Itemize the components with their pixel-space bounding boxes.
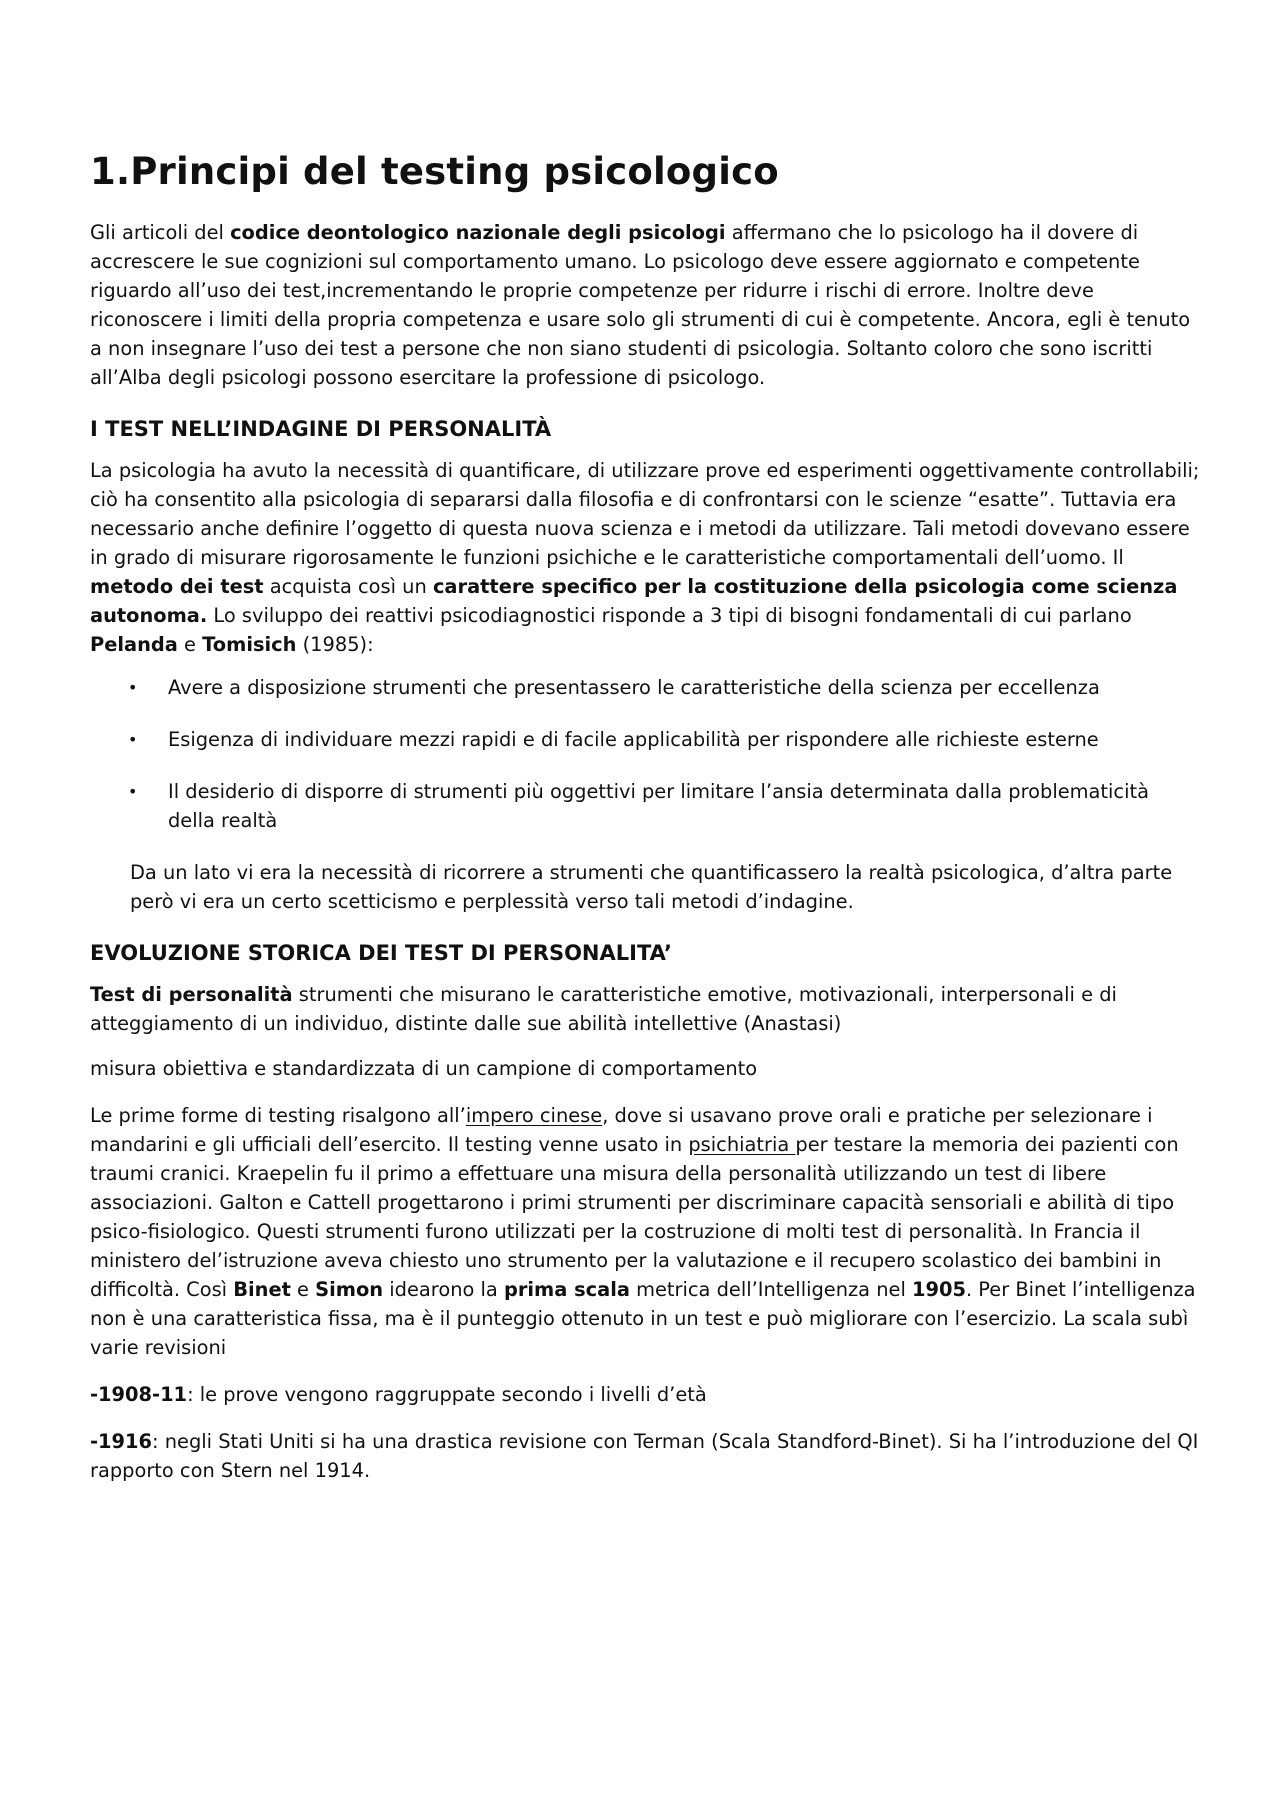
hist-text-3: per testare la memoria dei pazienti con traumi cranici. Kraepelin fu il primo a effettuare una misura della personalità utilizzando un test di libere associazioni. Galton e Cattell progettarono i primi strumenti per discriminare capacità sensoriali e abilità di tipo psico-fisiologico. Questi strumenti furono utilizzati per la costruzione di molti test di personalità. In Francia il ministero del’istruzione aveva chiesto uno strumento per la valutazione e il recupero scolastico dei bambini in difficoltà. Così: [90, 1133, 1179, 1301]
revision-1908-paragraph: [90, 1380, 1200, 1409]
rev2-bold-year: -1916: [90, 1430, 153, 1453]
hist-text-5: idearono la: [383, 1278, 504, 1301]
bullet-text: Avere a disposizione strumenti che presentassero le caratteristiche della scienza per eccellenza: [168, 676, 1100, 699]
bullet-text: Il desiderio di disporre di strumenti più oggettivi per limitare l’ansia determinata dalla problematicità della realtà: [168, 780, 1149, 832]
hist-bold-simon: Simon: [315, 1278, 384, 1301]
measure-paragraph: misura obiettiva e standardizzata di un campione di comportamento: [90, 1057, 758, 1080]
hist-bold-prima-scala: prima scala: [503, 1278, 630, 1301]
s1-text-2: acquista così un: [263, 575, 433, 598]
bullet-text: Esigenza di individuare mezzi rapidi e di facile applicabilità per rispondere alle richieste esterne: [168, 728, 1099, 751]
page-title: 1.Principi del testing psicologico: [90, 150, 779, 193]
definition-paragraph: [90, 980, 1200, 1038]
rev2-text: : negli Stati Uniti si ha una drastica revisione con Terman (Scala Standford-Binet). Si ha l’introduzione del QI rapporto con Stern nel 1914.: [90, 1430, 1199, 1482]
needs-bullet-list: [90, 673, 1200, 835]
intro-paragraph: [90, 218, 1200, 392]
intro-text-1: Gli articoli del: [90, 221, 231, 244]
rev1-bold-year: -1908-11: [90, 1383, 188, 1406]
section1-paragraph: [90, 456, 1200, 659]
intro-text-2: affermano che lo psicologo ha il dovere di accrescere le sue cognizioni sul comportamento umano. Lo psicologo deve essere aggiornato e competente riguardo all’uso dei test,incrementando le proprie competenze per ridurre i rischi di errore. Inoltre deve riconoscere i limiti della propria competenza e usare solo gli strumenti di cui è competente. Ancora, egli è tenuto a non insegnare l’uso dei test a persone che non siano studenti di psicologia. Soltanto coloro che sono iscritti all’Alba degli psicologi possono esercitare la professione di psicologo.: [90, 221, 1191, 389]
hist-text-6: metrica dell’Intelligenza nel: [629, 1278, 912, 1301]
hist-bold-1905: 1905: [912, 1278, 966, 1301]
s1-bold-pelanda: Pelanda: [90, 633, 178, 656]
s1-text-4: e: [177, 633, 203, 656]
section-heading-test-indagine: I TEST NELL’INDAGINE DI PERSONALITÀ: [90, 417, 552, 441]
history-paragraph: [90, 1101, 1200, 1362]
hist-text-7: . Per Binet l’intelligenza non è una caratteristica fissa, ma è il punteggio ottenuto in un test e può migliorare con l’esercizio. La scala subì varie revisioni: [90, 1278, 1196, 1359]
def-bold-term: Test di personalità: [90, 983, 293, 1006]
list-item: [90, 725, 1200, 754]
hist-underline-psichiatria: psichiatria: [688, 1133, 796, 1156]
list-item: [90, 673, 1200, 702]
bullet-icon: •: [128, 730, 138, 749]
hist-text-2: , dove si usavano prove orali e pratiche per selezionare i mandarini e gli ufficiali dell’esercito. Il testing venne usato in: [90, 1104, 1153, 1156]
s1-text-5: (1985):: [296, 633, 374, 656]
section1-closing-paragraph: Da un lato vi era la necessità di ricorrere a strumenti che quantificassero la realtà psicologica, d’altra parte però vi era un certo scetticismo e perplessità verso tali metodi d’indagine.: [130, 861, 1173, 913]
revision-1916-paragraph: [90, 1427, 1200, 1485]
hist-text-4: e: [290, 1278, 316, 1301]
intro-bold-1: codice deontologico nazionale degli psicologi: [230, 221, 726, 244]
s1-bold-tomisich: Tomisich: [202, 633, 297, 656]
hist-text-1: Le prime forme di testing risalgono all’: [90, 1104, 466, 1127]
hist-underline-impero: impero cinese: [465, 1104, 603, 1127]
bullet-icon: •: [128, 782, 138, 801]
s1-text-3: Lo sviluppo dei reattivi psicodiagnostici risponde a 3 tipi di bisogni fondamentali di cui parlano: [207, 604, 1132, 627]
rev1-text: : le prove vengono raggruppate secondo i livelli d’età: [187, 1383, 707, 1406]
def-text: strumenti che misurano le caratteristiche emotive, motivazionali, interpersonali e di atteggiamento di un individuo, distinte dalle sue abilità intellettive (Anastasi): [90, 983, 1117, 1035]
s1-bold-metodo: metodo dei test: [90, 575, 264, 598]
s1-bold-carattere: carattere specifico per la costituzione della psicologia come scienza autonoma.: [90, 575, 1178, 627]
list-item: [90, 777, 1200, 835]
bullet-icon: •: [128, 678, 138, 697]
hist-bold-binet: Binet: [233, 1278, 291, 1301]
section-heading-evoluzione: EVOLUZIONE STORICA DEI TEST DI PERSONALITA’: [90, 941, 672, 965]
s1-text-1: La psicologia ha avuto la necessità di quantificare, di utilizzare prove ed esperimenti oggettivamente controllabili; ciò ha consentito alla psicologia di separarsi dalla filosofia e di confrontarsi con le scienze “esatte”. Tuttavia era necessario anche definire l’oggetto di questa nuova scienza e i metodi da utilizzare. Tali metodi dovevano essere in grado di misurare rigorosamente le funzioni psichiche e le caratteristiche comportamentali dell’uomo. Il: [90, 459, 1200, 569]
